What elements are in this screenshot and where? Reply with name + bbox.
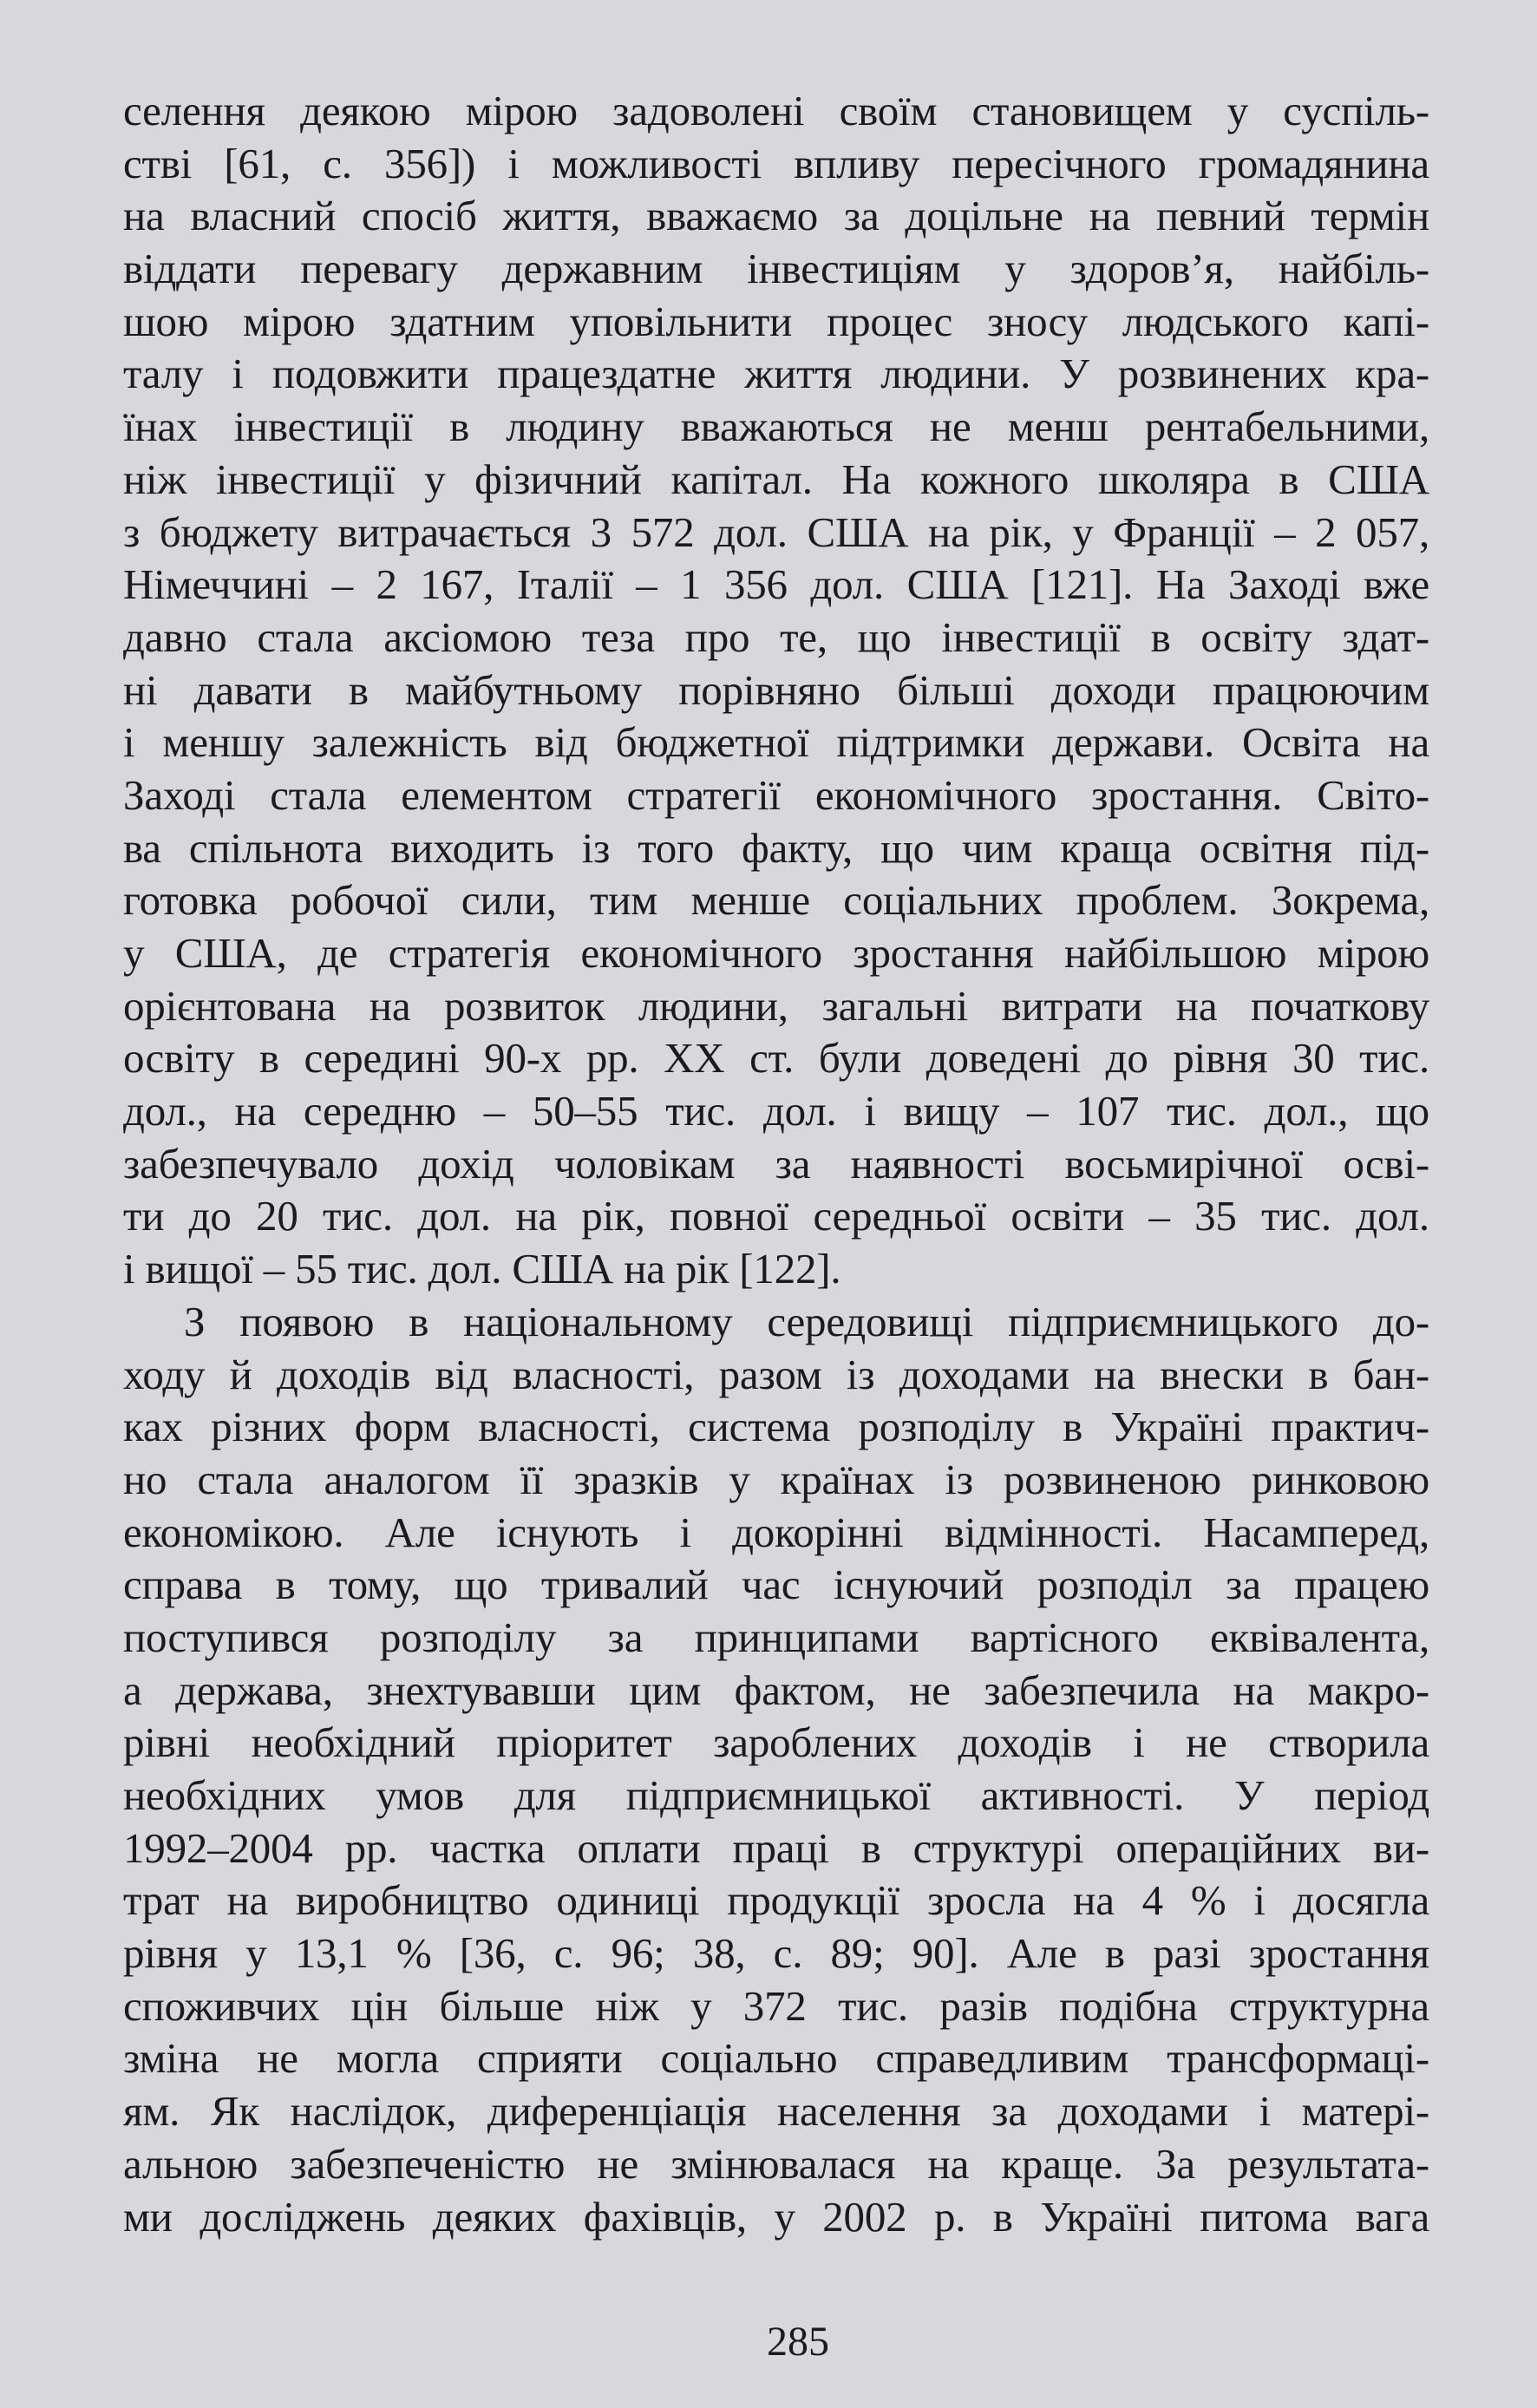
text-line: ям. Як наслідок, диференціація населення за доходами і матері- [123, 2087, 1429, 2136]
text-line: забезпечувало дохід чоловікам за наявності восьмирічної осві- [123, 1139, 1429, 1188]
text-line: з бюджету витрачається 3 572 дол. США на рік, у Франції – 2 057, [123, 507, 1429, 556]
paragraph [123, 1296, 1429, 2243]
text-line: рівні необхідний пріоритет зароблених доходів і не створила [123, 1718, 1429, 1767]
text-line: дол., на середню – 50–55 тис. дол. і вищу – 107 тис. дол., що [123, 1087, 1429, 1135]
text-line: і меншу залежність від бюджетної підтримки держави. Освіта на [123, 718, 1429, 767]
text-line: освіту в середині 90-х рр. XX ст. були доведені до рівня 30 тис. [123, 1034, 1429, 1083]
text-line: і вищої – 55 тис. дол. США на рік [122]. [123, 1245, 841, 1293]
text-line: економікою. Але існують і докорінні відмінності. Насамперед, [123, 1508, 1429, 1556]
text-line: рівня у 13,1 % [36, с. 96; 38, с. 89; 90]. Але в разі зростання [123, 1929, 1429, 1978]
text-line: селення деякою мірою задоволені своїм становищем у суспіль- [123, 87, 1429, 134]
text-line: готовка робочої сили, тим менше соціальних проблем. Зокрема, [123, 876, 1429, 925]
text-line: З появою в національному середовищі підприємницького до- [184, 1297, 1429, 1345]
text-line: альною забезпеченістю не змінювалася на краще. За результата- [123, 2139, 1429, 2188]
paragraph [123, 85, 1429, 1296]
text-line: ніж інвестиції у фізичний капітал. На кожного школяра в США [123, 455, 1429, 503]
text-line: на власний спосіб життя, вважаємо за доцільне на певний термін [123, 192, 1429, 240]
page-body [123, 85, 1429, 2243]
text-line: віддати перевагу державним інвестиціям у здоров’я, найбіль- [123, 245, 1429, 293]
text-line: шою мірою здатним уповільнити процес зносу людського капі- [123, 297, 1429, 345]
text-line: но стала аналогом її зразків у країнах із розвиненою ринковою [123, 1455, 1429, 1503]
text-line: стві [61, с. 356]) і можливості впливу пересічного громадянина [123, 139, 1429, 187]
text-line: Німеччині – 2 167, Італії – 1 356 дол. США [121]. На Заході вже [123, 560, 1429, 609]
text-line: ках різних форм власності, система розподілу в Україні практич- [123, 1403, 1429, 1451]
text-line: необхідних умов для підприємницької активності. У період [123, 1771, 1429, 1819]
text-line: їнах інвестиції в людину вважаються не менш рентабельними, [123, 402, 1429, 451]
text-line: ти до 20 тис. дол. на рік, повної середньої освіти – 35 тис. дол. [123, 1192, 1429, 1240]
text-line: зміна не могла сприяти соціально справедливим трансформаці- [123, 2034, 1429, 2083]
text-line: споживчих цін більше ніж у 372 тис. разів подібна структурна [123, 1981, 1429, 2030]
text-line: справа в тому, що тривалий час існуючий розподіл за працею [123, 1561, 1429, 1609]
text-line: поступився розподілу за принципами вартісного еквівалента, [123, 1613, 1429, 1661]
text-line: давно стала аксіомою теза про те, що інвестиції в освіту здат- [123, 612, 1429, 661]
text-line: талу і подовжити працездатне життя людини. У розвинених кра- [123, 350, 1429, 398]
text-line: Заході стала елементом стратегії економічного зростання. Світо- [123, 770, 1429, 819]
text-line: трат на виробництво одиниці продукції зросла на 4 % і досягла [123, 1876, 1429, 1925]
text-line: ні давати в майбутньому порівняно більші доходи працюючим [123, 665, 1429, 714]
page-number: 285 [767, 2319, 829, 2365]
text-line: ми досліджень деяких фахівців, у 2002 р. в Україні питома вага [123, 2192, 1429, 2241]
text-line: 1992–2004 рр. частка оплати праці в структурі операційних ви- [123, 1823, 1429, 1872]
text-line: ходу й доходів від власності, разом із доходами на внески в бан- [123, 1350, 1429, 1398]
text-line: орієнтована на розвиток людини, загальні витрати на початкову [123, 981, 1429, 1030]
text-line: у США, де стратегія економічного зростання найбільшою мірою [123, 929, 1429, 977]
text-line: ва спільнота виходить із того факту, що чим краща освітня під- [123, 823, 1429, 872]
text-line: а держава, знехтувавши цим фактом, не забезпечила на макро- [123, 1665, 1429, 1714]
